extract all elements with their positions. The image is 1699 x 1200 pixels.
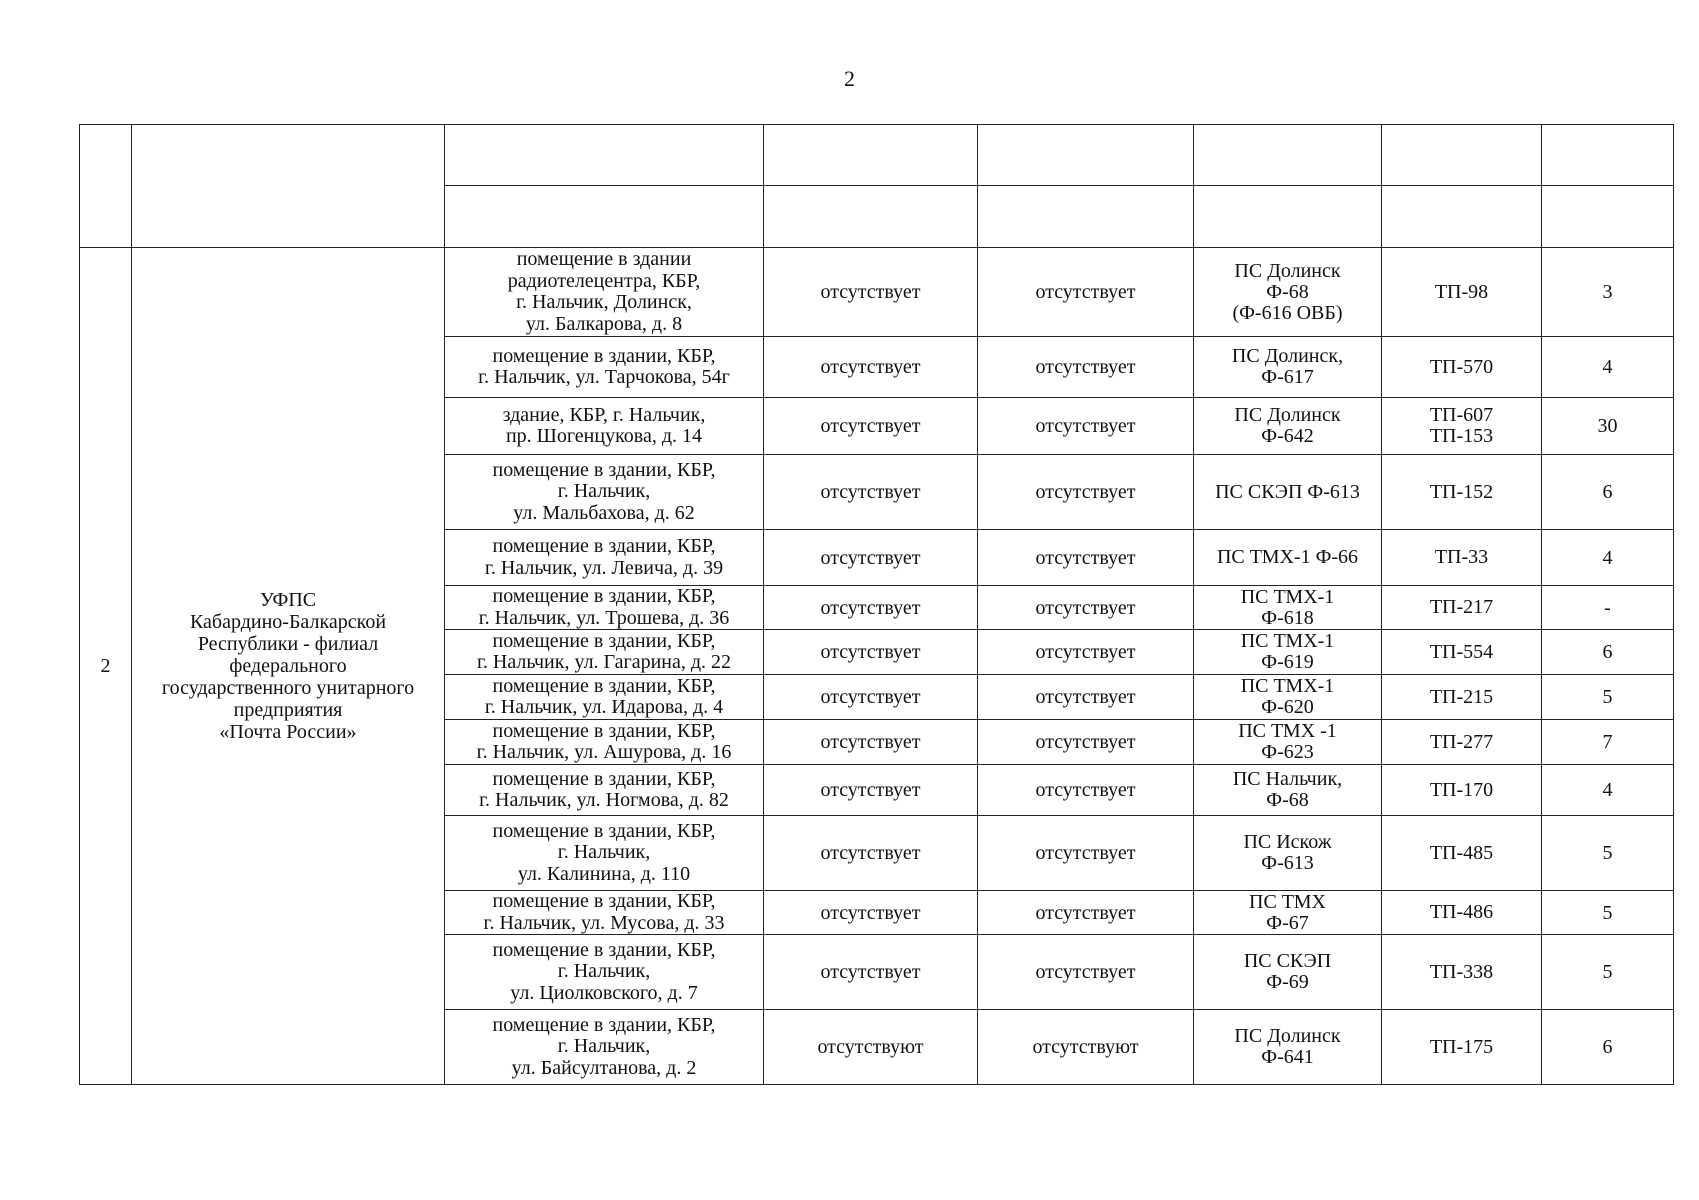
header-cell-empty [132,125,445,248]
count-cell: - [1542,586,1674,630]
col5-cell: отсутствует [978,586,1194,630]
page-number: 2 [844,66,855,91]
tp-cell: ТП-485 [1382,816,1542,891]
address-cell: помещение в здании, КБР, г. Нальчик, ул. Тарчокова, 54г [445,337,764,398]
count-cell: 6 [1542,455,1674,530]
count-cell: 5 [1542,816,1674,891]
col4-cell: отсутствует [764,816,978,891]
address-cell: помещение в здании, КБР, г. Нальчик, ул. Байсултанова, д. 2 [445,1010,764,1085]
address-cell: здание, КБР, г. Нальчик, пр. Шогенцукова, д. 14 [445,398,764,455]
col4-cell: отсутствует [764,891,978,935]
header-cell-empty [1194,186,1382,248]
col5-cell: отсутствует [978,248,1194,337]
address-cell: помещение в здании, КБР, г. Нальчик, ул. Калинина, д. 110 [445,816,764,891]
substation-cell: ПС Долинск Ф-68 (Ф-616 ОВБ) [1194,248,1382,337]
col4-cell: отсутствуют [764,1010,978,1085]
col5-cell: отсутствует [978,337,1194,398]
col4-cell: отсутствует [764,586,978,630]
header-cell-empty [80,125,132,248]
address-cell: помещение в здании, КБР, г. Нальчик, ул. Циолковского, д. 7 [445,935,764,1010]
tp-cell: ТП-152 [1382,455,1542,530]
row-number-cell: 2 [80,248,132,1085]
count-cell: 5 [1542,675,1674,720]
substation-cell: ПС ТМХ Ф-67 [1194,891,1382,935]
tp-cell: ТП-33 [1382,530,1542,586]
header-cell-empty [764,186,978,248]
tp-cell: ТП-338 [1382,935,1542,1010]
col5-cell: отсутствует [978,935,1194,1010]
address-cell: помещение в здании, КБР, г. Нальчик, ул. Идарова, д. 4 [445,675,764,720]
col4-cell: отсутствует [764,248,978,337]
address-cell: помещение в здании, КБР, г. Нальчик, ул. Мусова, д. 33 [445,891,764,935]
count-cell: 6 [1542,1010,1674,1085]
col4-cell: отсутствует [764,675,978,720]
substation-cell: ПС ТМХ -1 Ф-623 [1194,720,1382,765]
header-cell-empty [1382,186,1542,248]
col5-cell: отсутствует [978,630,1194,675]
address-cell: помещение в здании, КБР, г. Нальчик, ул. Ашурова, д. 16 [445,720,764,765]
col5-cell: отсутствует [978,765,1194,816]
header-cell-empty [1194,125,1382,186]
tp-cell: ТП-98 [1382,248,1542,337]
substation-cell: ПС Долинск, Ф-617 [1194,337,1382,398]
col5-cell: отсутствует [978,398,1194,455]
count-cell: 4 [1542,337,1674,398]
col5-cell: отсутствует [978,720,1194,765]
count-cell: 6 [1542,630,1674,675]
substation-cell: ПС Нальчик, Ф-68 [1194,765,1382,816]
header-row [80,125,1674,186]
count-cell: 5 [1542,935,1674,1010]
organization-cell: УФПС Кабардино-Балкарской Республики - филиал федерального государственного унитарного предприятия «Почта России» [132,248,445,1085]
count-cell: 4 [1542,530,1674,586]
address-cell: помещение в здании радиотелецентра, КБР, г. Нальчик, Долинск, ул. Балкарова, д. 8 [445,248,764,337]
header-cell-empty [764,125,978,186]
tp-cell: ТП-486 [1382,891,1542,935]
count-cell: 5 [1542,891,1674,935]
tp-cell: ТП-570 [1382,337,1542,398]
tp-cell: ТП-607 ТП-153 [1382,398,1542,455]
col5-cell: отсутствует [978,816,1194,891]
substation-cell: ПС ТМХ-1 Ф-619 [1194,630,1382,675]
header-cell-empty [445,125,764,186]
col4-cell: отсутствует [764,935,978,1010]
substation-cell: ПС Искож Ф-613 [1194,816,1382,891]
header-cell-empty [1542,125,1674,186]
col5-cell: отсутствует [978,675,1194,720]
col4-cell: отсутствует [764,455,978,530]
col4-cell: отсутствует [764,337,978,398]
col4-cell: отсутствует [764,530,978,586]
tp-cell: ТП-175 [1382,1010,1542,1085]
col4-cell: отсутствует [764,398,978,455]
address-cell: помещение в здании, КБР, г. Нальчик, ул. Левича, д. 39 [445,530,764,586]
col5-cell: отсутствует [978,891,1194,935]
address-cell: помещение в здании, КБР, г. Нальчик, ул. Ногмова, д. 82 [445,765,764,816]
substation-cell: ПС Долинск Ф-642 [1194,398,1382,455]
tp-cell: ТП-215 [1382,675,1542,720]
col5-cell: отсутствует [978,530,1194,586]
substation-cell: ПС Долинск Ф-641 [1194,1010,1382,1085]
header-cell-empty [445,186,764,248]
header-cell-empty [1542,186,1674,248]
tp-cell: ТП-217 [1382,586,1542,630]
tp-cell: ТП-554 [1382,630,1542,675]
address-cell: помещение в здании, КБР, г. Нальчик, ул. Гагарина, д. 22 [445,630,764,675]
substation-cell: ПС ТМХ-1 Ф-620 [1194,675,1382,720]
count-cell: 3 [1542,248,1674,337]
col4-cell: отсутствует [764,765,978,816]
col4-cell: отсутствует [764,720,978,765]
address-cell: помещение в здании, КБР, г. Нальчик, ул. Трошева, д. 36 [445,586,764,630]
count-cell: 4 [1542,765,1674,816]
col5-cell: отсутствует [978,455,1194,530]
tp-cell: ТП-170 [1382,765,1542,816]
substation-cell: ПС СКЭП Ф-69 [1194,935,1382,1010]
col4-cell: отсутствует [764,630,978,675]
header-cell-empty [978,186,1194,248]
table-row [80,248,1674,337]
count-cell: 30 [1542,398,1674,455]
header-cell-empty [978,125,1194,186]
address-cell: помещение в здании, КБР, г. Нальчик, ул. Мальбахова, д. 62 [445,455,764,530]
count-cell: 7 [1542,720,1674,765]
col5-cell: отсутствуют [978,1010,1194,1085]
tp-cell: ТП-277 [1382,720,1542,765]
document-table [79,124,1674,1085]
substation-cell: ПС ТМХ-1 Ф-618 [1194,586,1382,630]
substation-cell: ПС ТМХ-1 Ф-66 [1194,530,1382,586]
header-cell-empty [1382,125,1542,186]
substation-cell: ПС СКЭП Ф-613 [1194,455,1382,530]
